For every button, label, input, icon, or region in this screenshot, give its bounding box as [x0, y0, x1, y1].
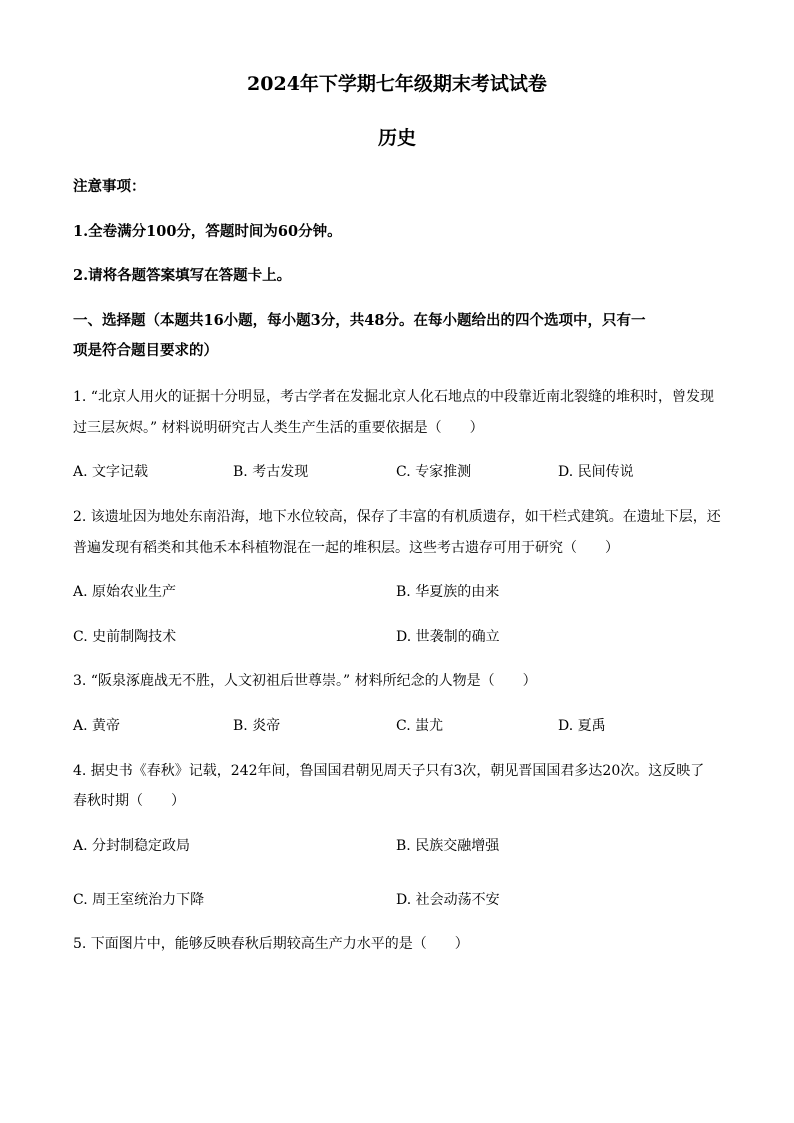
- question-1-line-1: 1. “北京人用火的证据十分明显，考古学者在发掘北京人化石地点的中段靠近南北裂缝的堆积时，曾发现: [73, 389, 714, 405]
- question-4-line-1: 4. 据史书《春秋》记载，242年间，鲁国国君朝见周天子只有3次，朝见晋国国君多达20次。这反映了: [73, 763, 705, 779]
- question-2-option-d: D. 世袭制的确立: [396, 629, 500, 645]
- note-item-1: 1.全卷满分100分，答题时间为60分钟。: [73, 223, 342, 240]
- question-2-option-b: B. 华夏族的由来: [396, 584, 500, 600]
- question-4-option-c: C. 周王室统治力下降: [73, 892, 205, 908]
- question-1-option-b: B. 考古发现: [233, 464, 309, 480]
- note-item-2: 2.请将各题答案填写在答题卡上。: [73, 267, 292, 284]
- section-heading-line-2: 项是符合题目要求的）: [73, 342, 218, 359]
- question-4-option-a: A. 分封制稳定政局: [73, 838, 191, 854]
- notes-heading: 注意事项：: [73, 178, 146, 195]
- section-heading-line-1: 一、选择题（本题共16小题，每小题3分，共48分。在每小题给出的四个选项中，只有一: [73, 312, 646, 329]
- question-1-option-c: C. 专家推测: [396, 464, 472, 480]
- question-3-option-c: C. 蚩尤: [396, 718, 444, 734]
- question-1-option-d: D. 民间传说: [558, 464, 634, 480]
- subject-title: 历史: [377, 127, 416, 149]
- question-5-line-1: 5. 下面图片中，能够反映春秋后期较高生产力水平的是（ ）: [73, 936, 469, 952]
- exam-title: 2024年下学期七年级期末考试试卷: [247, 73, 547, 95]
- question-1-line-2: 过三层灰烬。” 材料说明研究古人类生产生活的重要依据是（ ）: [73, 420, 484, 436]
- question-2-line-2: 普遍发现有稻类和其他禾本科植物混在一起的堆积层。这些考古遗存可用于研究（ ）: [73, 540, 619, 556]
- question-2-option-a: A. 原始农业生产: [73, 584, 177, 600]
- question-3-option-d: D. 夏禹: [558, 718, 606, 734]
- question-4-option-d: D. 社会动荡不安: [396, 892, 500, 908]
- question-3-option-a: A. 黄帝: [73, 718, 121, 734]
- question-3-option-b: B. 炎帝: [233, 718, 281, 734]
- question-3-line-1: 3. “阪泉涿鹿战无不胜，人文初祖后世尊崇。” 材料所纪念的人物是（ ）: [73, 673, 537, 689]
- question-4-line-2: 春秋时期（ ）: [73, 793, 185, 809]
- question-2-option-c: C. 史前制陶技术: [73, 629, 177, 645]
- question-4-option-b: B. 民族交融增强: [396, 838, 500, 854]
- question-2-line-1: 2. 该遗址因为地处东南沿海，地下水位较高，保存了丰富的有机质遗存，如干栏式建筑。在遗址下层，还: [73, 509, 721, 525]
- question-1-option-a: A. 文字记载: [73, 464, 149, 480]
